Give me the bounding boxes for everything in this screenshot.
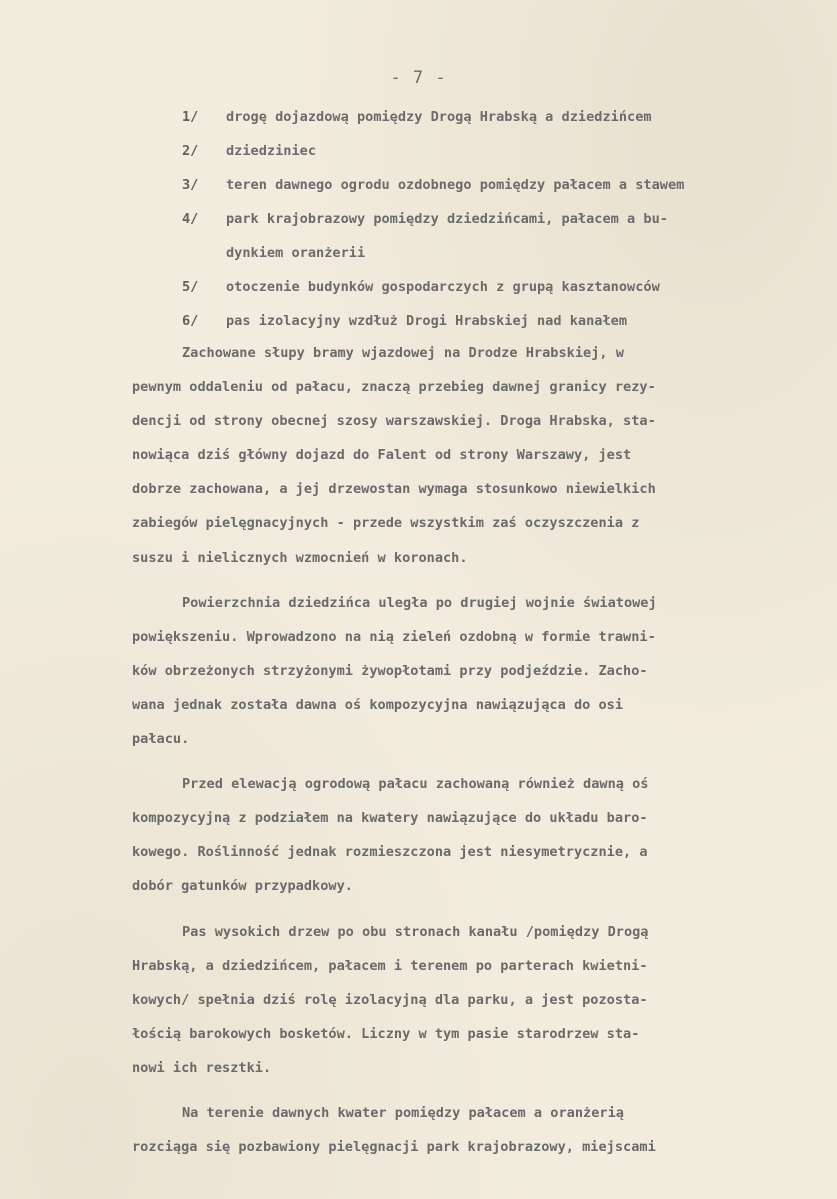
list-item-number: 4/: [182, 211, 199, 227]
text-line: nowiąca dziś główny dojazd do Falent od strony Warszawy, jest: [132, 447, 632, 464]
list-item-number: 3/: [182, 177, 199, 193]
list-item-text: dziedziniec: [226, 143, 317, 159]
text-line: suszu i nielicznych wzmocnień w koronach.: [132, 549, 468, 566]
list-item-text: teren dawnego ogrodu ozdobnego pomiędzy pałacem a stawem: [226, 177, 685, 193]
list-item: [182, 274, 802, 308]
page-number: - 7 -: [390, 68, 447, 88]
paragraph: [132, 336, 804, 575]
list-item: [182, 172, 802, 206]
paragraph: [132, 1096, 804, 1164]
list-item-text: park krajobrazowy pomiędzy dziedzińcami, pałacem a bu-: [226, 211, 668, 227]
text-line: nowi ich resztki.: [132, 1059, 272, 1076]
list-item-text: drogę dojazdową pomiędzy Drogą Hrabską a dziedzińcem: [226, 109, 652, 125]
list-item-number: 6/: [182, 313, 199, 329]
text-line: pałacu.: [132, 731, 190, 748]
text-line: dobrze zachowana, a jej drzewostan wymaga stosunkowo niewielkich: [132, 481, 656, 498]
text-line: dobór gatunków przypadkowy.: [132, 878, 353, 895]
text-line: Powierzchnia dziedzińca uległa po drugiej wojnie światowej: [182, 594, 657, 611]
text-line: pewnym oddaleniu od pałacu, znaczą przebieg dawnej granicy rezy-: [132, 379, 656, 396]
list-item-text: otoczenie budynków gospodarczych z grupą kasztanowców: [226, 279, 660, 295]
text-line: powiększeniu. Wprowadzono na nią zieleń ozdobną w formie trawni-: [132, 628, 656, 645]
paragraph: [132, 915, 804, 1085]
text-line: Na terenie dawnych kwater pomiędzy pałacem a oranżerią: [182, 1104, 624, 1121]
text-line: łością barokowych bosketów. Liczny w tym pasie starodrzew sta-: [132, 1025, 640, 1042]
list-item-text-continuation: dynkiem oranżerii: [226, 245, 366, 261]
text-line: ków obrzeżonych strzyżonymi żywopłotami przy podjeździe. Zacho-: [132, 662, 648, 679]
text-line: dencji od strony obecnej szosy warszawskiej. Droga Hrabska, sta-: [132, 413, 656, 430]
text-line: Hrabską, a dziedzińcem, pałacem i terenem po parterach kwietni-: [132, 957, 648, 974]
list-item-number: 1/: [182, 109, 199, 125]
text-line: kowych/ spełnia dziś rolę izolacyjną dla parku, a jest pozosta-: [132, 991, 648, 1008]
text-line: Przed elewacją ogrodową pałacu zachowaną również dawną oś: [182, 776, 649, 793]
body-text: [132, 336, 804, 1164]
text-line: zabiegów pielęgnacyjnych - przede wszystkim zaś oczyszczenia z: [132, 515, 640, 532]
list-item-number: 5/: [182, 279, 199, 295]
text-line: rozciąga się pozbawiony pielęgnacji park krajobrazowy, miejscami: [132, 1139, 656, 1156]
list-item-text: pas izolacyjny wzdłuż Drogi Hrabskiej nad kanałem: [226, 313, 628, 329]
paragraph: [132, 767, 804, 903]
text-line: kowego. Roślinność jednak rozmieszczona jest niesymetrycznie, a: [132, 844, 648, 861]
list-item-number: 2/: [182, 143, 199, 159]
text-line: Pas wysokich drzew po obu stronach kanału /pomiędzy Drogą: [182, 923, 649, 940]
list-item: [182, 138, 802, 172]
list-item: [182, 206, 802, 274]
paragraph: [132, 586, 804, 756]
text-line: Zachowane słupy bramy wjazdowej na Drodze Hrabskiej, w: [182, 345, 624, 361]
text-line: kompozycyjną z podziałem na kwatery nawiązujące do układu baro-: [132, 810, 648, 827]
text-line: wana jednak została dawna oś kompozycyjna nawiązująca do osi: [132, 696, 624, 713]
area-list: [182, 104, 802, 342]
list-item: [182, 104, 802, 138]
